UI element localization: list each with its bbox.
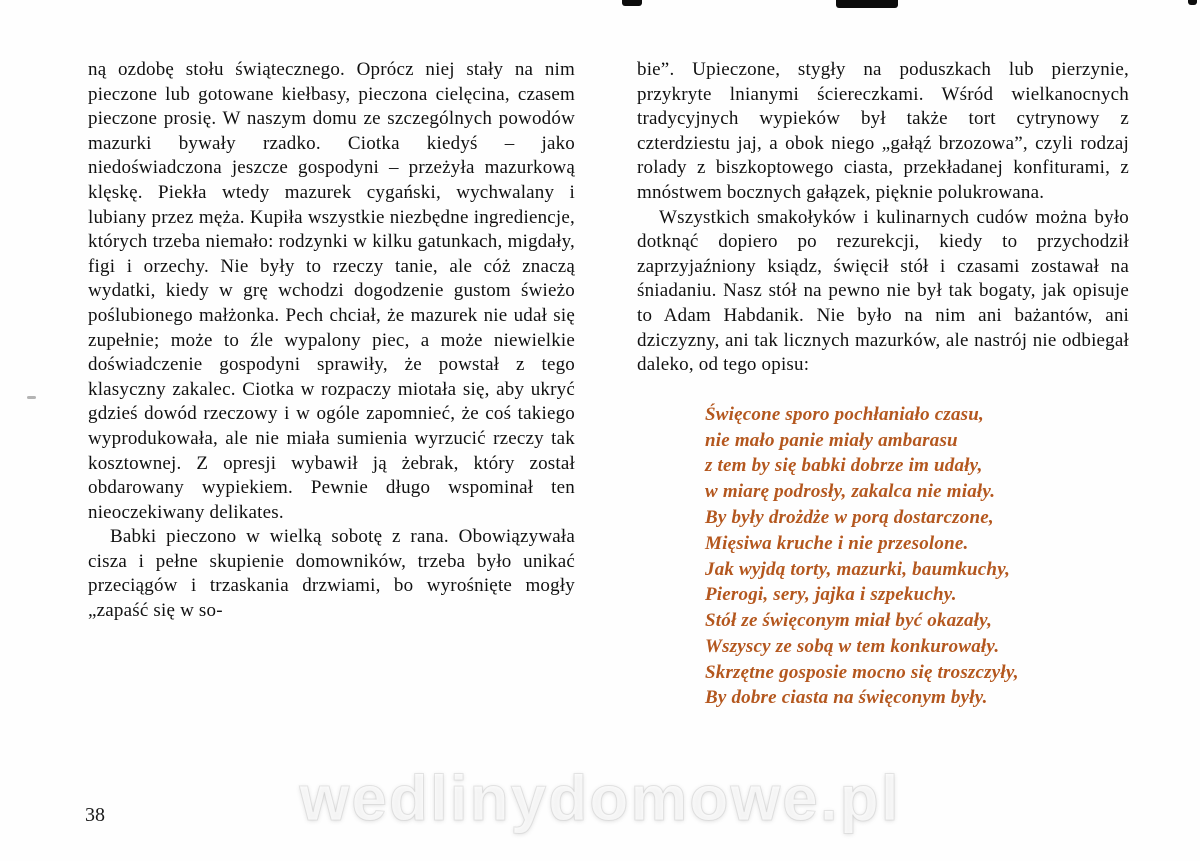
right-text-column (637, 58, 1129, 711)
poem-line: nie mało panie miały ambarasu (705, 429, 958, 451)
poem-line: Wszyscy ze sobą w tem konkurowały. (705, 635, 1000, 657)
paragraph: Babki pieczono w wielką sobotę z rana. Obowiązywała cisza i pełne skupienie domowników, trzeba było unikać przeciągów i trzaskania drzwiami, bo wyrośnięte mogły „zapaść się w so- (88, 526, 575, 622)
poem-line: By były drożdże w porą dostarczone, (705, 506, 994, 528)
poem-line: By dobre ciasta na święconym były. (705, 687, 988, 709)
poem-line: Skrzętne gosposie mocno się troszczyły, (705, 661, 1019, 683)
scan-artifact-mark (622, 0, 642, 6)
paragraph: ną ozdobę stołu świątecznego. Oprócz niej stały na nim pieczone lub gotowane kiełbasy, pieczona cielęcina, czasem pieczone prosię. W naszym domu ze szczególnych powodów mazurki bywały rzadko. Ciotka kiedyś – jako niedoświadczona jeszcze gospodyni – przeżyła mazurkową klęskę. Piekła wtedy mazurek cygański, wychwalany i lubiany przez męża. Kupiła wszystkie niezbędne ingrediencje, których trzeba niemało: rodzynki w kilku gatunkach, migdały, figi i orzechy. Nie były to rzeczy tanie, ale cóż znaczą wydatki, kiedy w grę wchodzi dogodzenie gustom świeżo poślubionego małżonka. Pech chciał, że mazurek nie udał się zupełnie; może to źle wypalony piec, a może niewielkie doświadczenie gospodyni sprawiły, że powstał z tego klasyczny zakalec. Ciotka w rozpaczy miotała się, aby ukryć gdzieś dowód rzeczowy i w ogóle zapomnieć, że coś takiego wyprodukowała, ale nie miała sumienia wyrzucić rzeczy tak kosztownej. Z opresji wybawił ją żebrak, który został obdarowany wypiekiem. Pewnie długo wspominał ten nieoczekiwany delikates. (88, 59, 575, 523)
poem-line: Stół ze święconym miał być okazały, (705, 610, 993, 632)
scan-artifact-mark (836, 0, 898, 8)
watermark: wedlinydomowe.pl (299, 762, 901, 834)
left-text-column (88, 58, 575, 624)
page-number: 38 (85, 804, 105, 826)
poem-line: Mięsiwa kruche i nie przesolone. (705, 532, 969, 554)
scan-artifact-mark (1188, 0, 1197, 5)
poem-block (705, 402, 1129, 712)
poem-line: Pierogi, sery, jajka i szpekuchy. (705, 584, 957, 606)
poem-line: w miarę podrosły, zakalca nie miały. (705, 481, 996, 503)
poem-line: Jak wyjdą torty, mazurki, baumkuchy, (705, 558, 1011, 580)
scan-artifact-speck (27, 396, 36, 399)
paragraph: Wszystkich smakołyków i kulinarnych cudów można było dotknąć dopiero po rezurekcji, kiedy to przychodził zaprzyjaźniony ksiądz, święcił stół i czasami zostawał na śniadaniu. Nasz stół na pewno nie był tak bogaty, jak opisuje to Adam Habdanik. Nie było na nim ani bażantów, ani dziczyzny, ani tak licznych mazurków, ale nastrój nie odbiegał daleko, od tego opisu: (637, 206, 1129, 376)
poem-line: Święcone sporo pochłaniało czasu, (705, 403, 984, 425)
poem-line: z tem by się babki dobrze im udały, (705, 455, 983, 477)
paragraph: bie”. Upieczone, stygły na poduszkach lub pierzynie, przykryte lnianymi ściereczkami. Wśród wielkanocnych tradycyjnych wypieków był także tort cytrynowy z czterdziestu jaj, a obok niego „gałąź brzozowa”, czyli rodzaj rolady z biszkoptowego ciasta, przekładanej konfiturami, z mnóstwem bocznych gałązek, pięknie polukrowana. (637, 59, 1129, 203)
